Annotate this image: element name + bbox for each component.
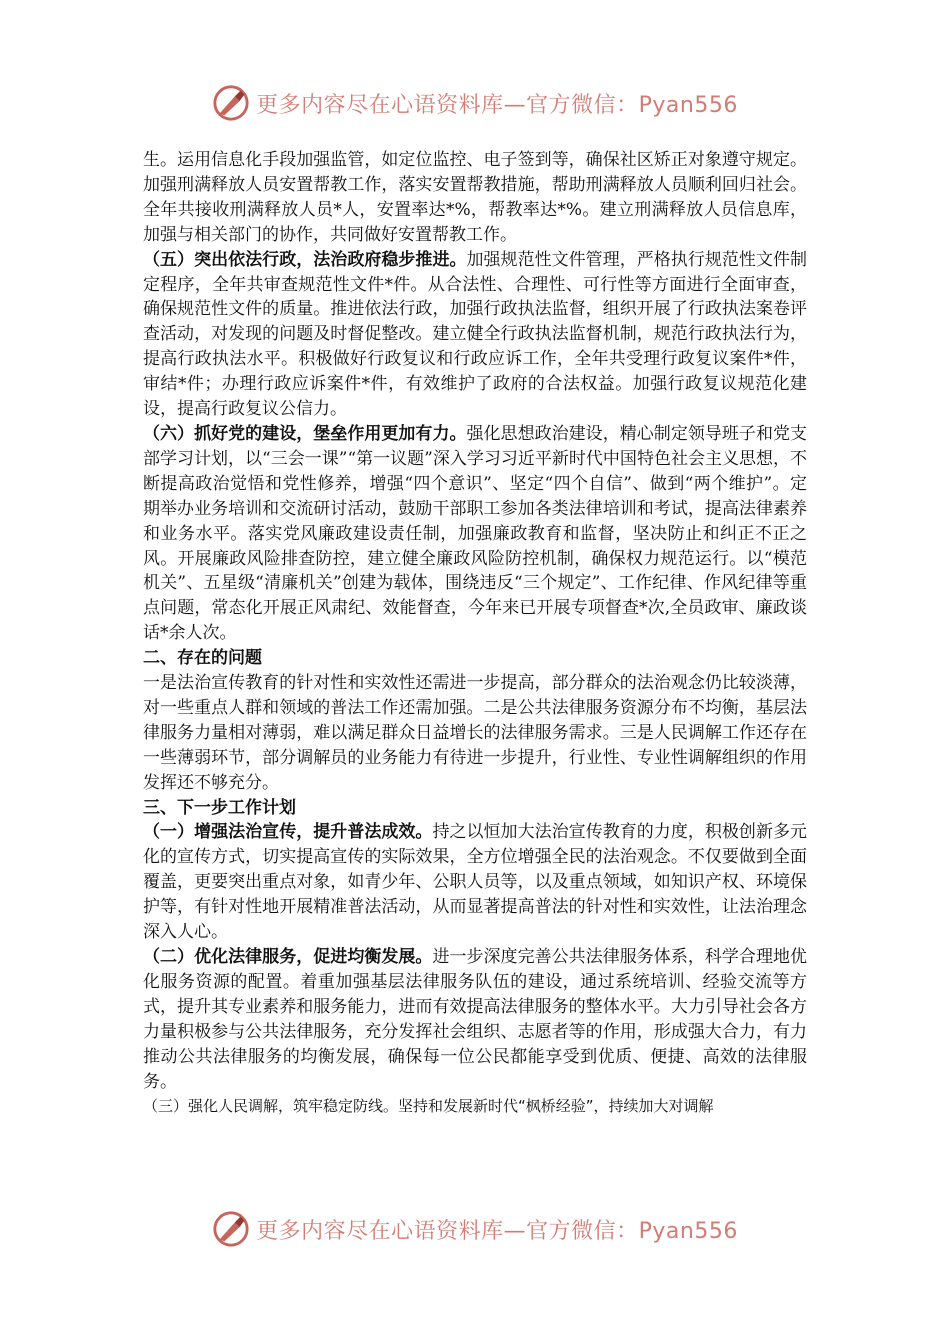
paragraph-text: 进一步深度完善公共法律服务体系，科学合理地优化服务资源的配置。着重加强基层法律服务队伍的建设，通过系统培训、经验交流等方式，提升其专业素养和服务能力，进而有效提高法律服务的整体水平。大力引导社会各方力量积极参与公共法律服务，充分发挥社会组织、志愿者等的作用，形成强大合力，有力推动公共法律服务的均衡发展，确保每一位公民都能享受到优质、便捷、高效的法律服务。: [143, 947, 808, 1092]
paragraph-lead: （一）增强法治宣传，提升普法成效。: [143, 822, 433, 843]
pen-nib-logo-icon: [212, 1210, 250, 1248]
paragraph-plan-1: [143, 820, 807, 945]
banner-text: 更多内容尽在心语资料库—官方微信：Pyan556: [256, 1218, 738, 1244]
pen-nib-logo-icon: [212, 84, 250, 122]
footer-banner: [0, 1206, 950, 1252]
paragraph-text: 加强规范性文件管理，严格执行规范性文件制定程序，全年共审查规范性文件*件。从合法性、合理性、可行性等方面进行全面审查，确保规范性文件的质量。推进依法行政，加强行政执法监督，组织开展了行政执法案卷评查活动，对发现的问题及时督促整改。建立健全行政执法监督机制，规范行政执法行为，提高行政执法水平。积极做好行政复议和行政应诉工作，全年共受理行政复议案件*件，审结*件；办理行政应诉案件*件，有效维护了政府的合法权益。加强行政复议规范化建设，提高行政复议公信力。: [143, 249, 807, 420]
paragraph-lead: （五）突出依法行政，法治政府稳步推进。: [143, 249, 467, 270]
paragraph-plan-3: [143, 1094, 807, 1119]
paragraph-section-5: [143, 248, 807, 422]
header-banner: [0, 80, 950, 126]
section-heading-problems: 二、存在的问题: [143, 648, 262, 669]
paragraph-plan-2: [143, 945, 807, 1094]
section-heading-plan: 三、下一步工作计划: [143, 797, 296, 818]
paragraph-problems: 一是法治宣传教育的针对性和实效性还需进一步提高，部分群众的法治观念仍比较淡薄，对一些重点人群和领域的普法工作还需加强。二是公共法律服务资源分布不均衡，基层法律服务力量相对薄弱，难以满足群众日益增长的法律服务需求。三是人民调解工作还存在一些薄弱环节，部分调解员的业务能力有待进一步提升，行业性、专业性调解组织的作用发挥还不够充分。: [143, 673, 807, 793]
paragraph-lead: （三）强化人民调解，筑牢稳定防线。: [143, 1097, 399, 1116]
paragraph-text: 强化思想政治建设，精心制定领导班子和党支部学习计划，以“三会一课”“第一议题”深入学习习近平新时代中国特色社会主义思想，不断提高政治觉悟和党性修养，增强“四个意识”、坚定“四个自信”、做到“两个维护”。定期举办业务培训和交流研讨活动，鼓励干部职工参加各类法律培训和考试，提高法律素养和业务水平。落实党风廉政建设责任制，加强廉政教育和监督，坚决防止和纠正不正之风。开展廉政风险排查防控，建立健全廉政风险防控机制，确保权力规范运行。以“模范机关”、五星级“清廉机关”创建为载体，围绕违反“三个规定”、工作纪律、作风纪律等重点问题，常态化开展正风肃纪、效能督查，今年来已开展专项督查*次,全员政审、廉政谈话*余人次。: [143, 423, 807, 644]
paragraph-lead: （二）优化法律服务，促进均衡发展。: [143, 947, 433, 967]
paragraph-continuation: [143, 148, 807, 248]
document-body: [143, 148, 807, 1119]
paragraph-text: 坚持和发展新时代“枫桥经验”，持续加大对调解: [398, 1097, 714, 1116]
banner-text: 更多内容尽在心语资料库—官方微信：Pyan556: [256, 92, 738, 118]
paragraph-text: 生。运用信息化手段加强监管，如定位监控、电子签到等，确保社区矫正对象遵守规定。加强刑满释放人员安置帮教工作，落实安置帮教措施，帮助刑满释放人员顺利回归社会。全年共接收刑满释放人员*人，安置率达*%，帮教率达*%。建立刑满释放人员信息库，加强与相关部门的协作，共同做好安置帮教工作。: [143, 150, 807, 245]
paragraph-section-6: [143, 422, 807, 646]
paragraph-lead: （六）抓好党的建设，堡垒作用更加有力。: [143, 423, 467, 444]
paragraph-text: 持之以恒加大法治宣传教育的力度，积极创新多元化的宣传方式，切实提高宣传的实际效果，全方位增强全民的法治观念。不仅要做到全面覆盖，更要突出重点对象，如青少年、公职人员等，以及重点领域，如知识产权、环境保护等，有针对性地开展精准普法活动，从而显著提高普法的针对性和实效性，让法治理念深入人心。: [143, 822, 808, 943]
